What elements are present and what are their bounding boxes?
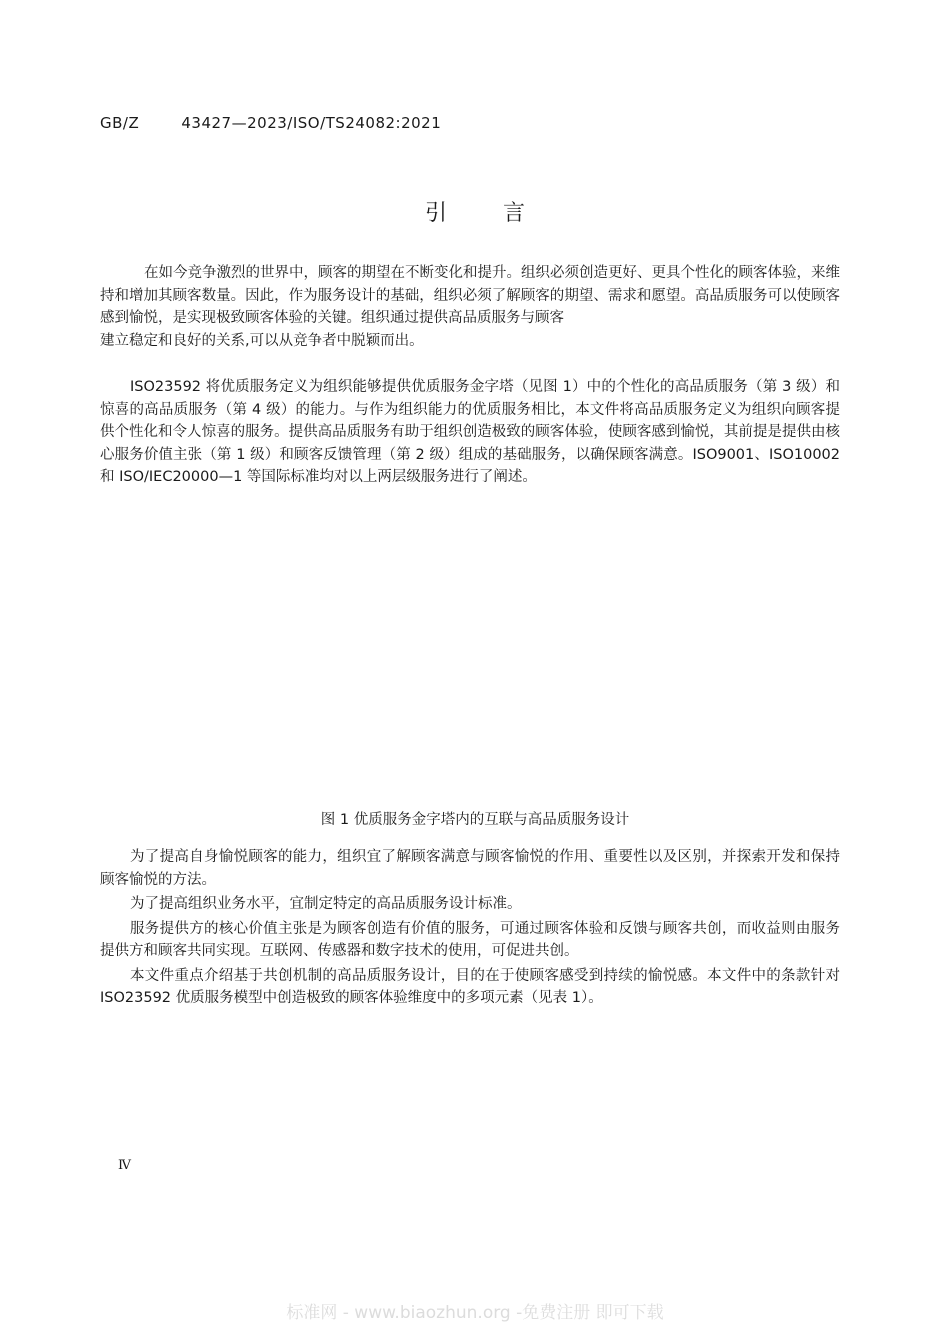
paragraph-customer-delight: 为了提高自身愉悦顾客的能力，组织宜了解顾客满意与顾客愉悦的作用、重要性以及区别，并探索开发和保持顾客愉悦的方法。 <box>100 849 840 888</box>
watermark-text: 标准网 - www.biaozhun.org -免费注册 即可下载 <box>286 1303 664 1323</box>
intro-paragraph-1-text: 在如今竞争激烈的世界中，顾客的期望在不断变化和提升。组织必须创造更好、更具个性化的顾客体验，来维持和增加其顾客数量。因此，作为服务设计的基础，组织必须了解顾客的期望、需求和愿望。高品质服务可以使顾客感到愉悦，是实现极致顾客体验的关键。组织通过提供高品质服务与顾客 <box>100 265 840 326</box>
following-paragraphs <box>100 846 840 1012</box>
page-number: Ⅳ <box>118 1158 131 1173</box>
paragraph-design-standard: 为了提高组织业务水平，宜制定特定的高品质服务设计标准。 <box>130 896 522 912</box>
paragraph-value-proposition: 服务提供方的核心价值主张是为顾客创造有价值的服务，可通过顾客体验和反馈与顾客共创，而收益则由服务提供方和顾客共同实现。互联网、传感器和数字技术的使用，可促进共创。 <box>100 920 840 959</box>
paragraph-document-focus: 本文件重点介绍基于共创机制的高品质服务设计，目的在于使顾客感受到持续的愉悦感。本文件中的条款针对 ISO23592 优质服务模型中创造极致的顾客体验维度中的多项元素（见表 1）。 <box>100 967 840 1006</box>
figure-caption: 图 1 优质服务金字塔内的互联与高品质服务设计 <box>320 812 630 828</box>
intro-paragraph-2 <box>100 376 840 489</box>
figure-1-placeholder <box>100 520 840 800</box>
intro-paragraph-2-text: ISO23592 将优质服务定义为组织能够提供优质服务金字塔（见图 1）中的个性化的高品质服务（第 3 级）和惊喜的高品质服务（第 4 级）的能力。与作为组织能力的优质服务相比，本文件将高品质服务定义为组织向顾客提供个性化和令人惊喜的服务。提供高品质服务有助于组织创造极致的顾客体验，使顾客感到愉悦，其前提是提供由核心服务价值主张（第 1 级）和顾客反馈管理（第 2 级）组成的基础服务，以确保顾客满意。ISO9001、ISO10002 和 ISO/IEC20000—1 等国际标准均对以上两层级服务进行了阐述。 <box>100 379 840 485</box>
section-title: 引言 <box>424 201 581 226</box>
intro-paragraph-1-tail: 建立稳定和良好的关系,可以从竞争者中脱颖而出。 <box>100 332 424 349</box>
standard-code-header: GB/Z 43427—2023/ISO/TS24082:2021 <box>100 114 442 132</box>
intro-paragraph-1 <box>100 262 840 352</box>
